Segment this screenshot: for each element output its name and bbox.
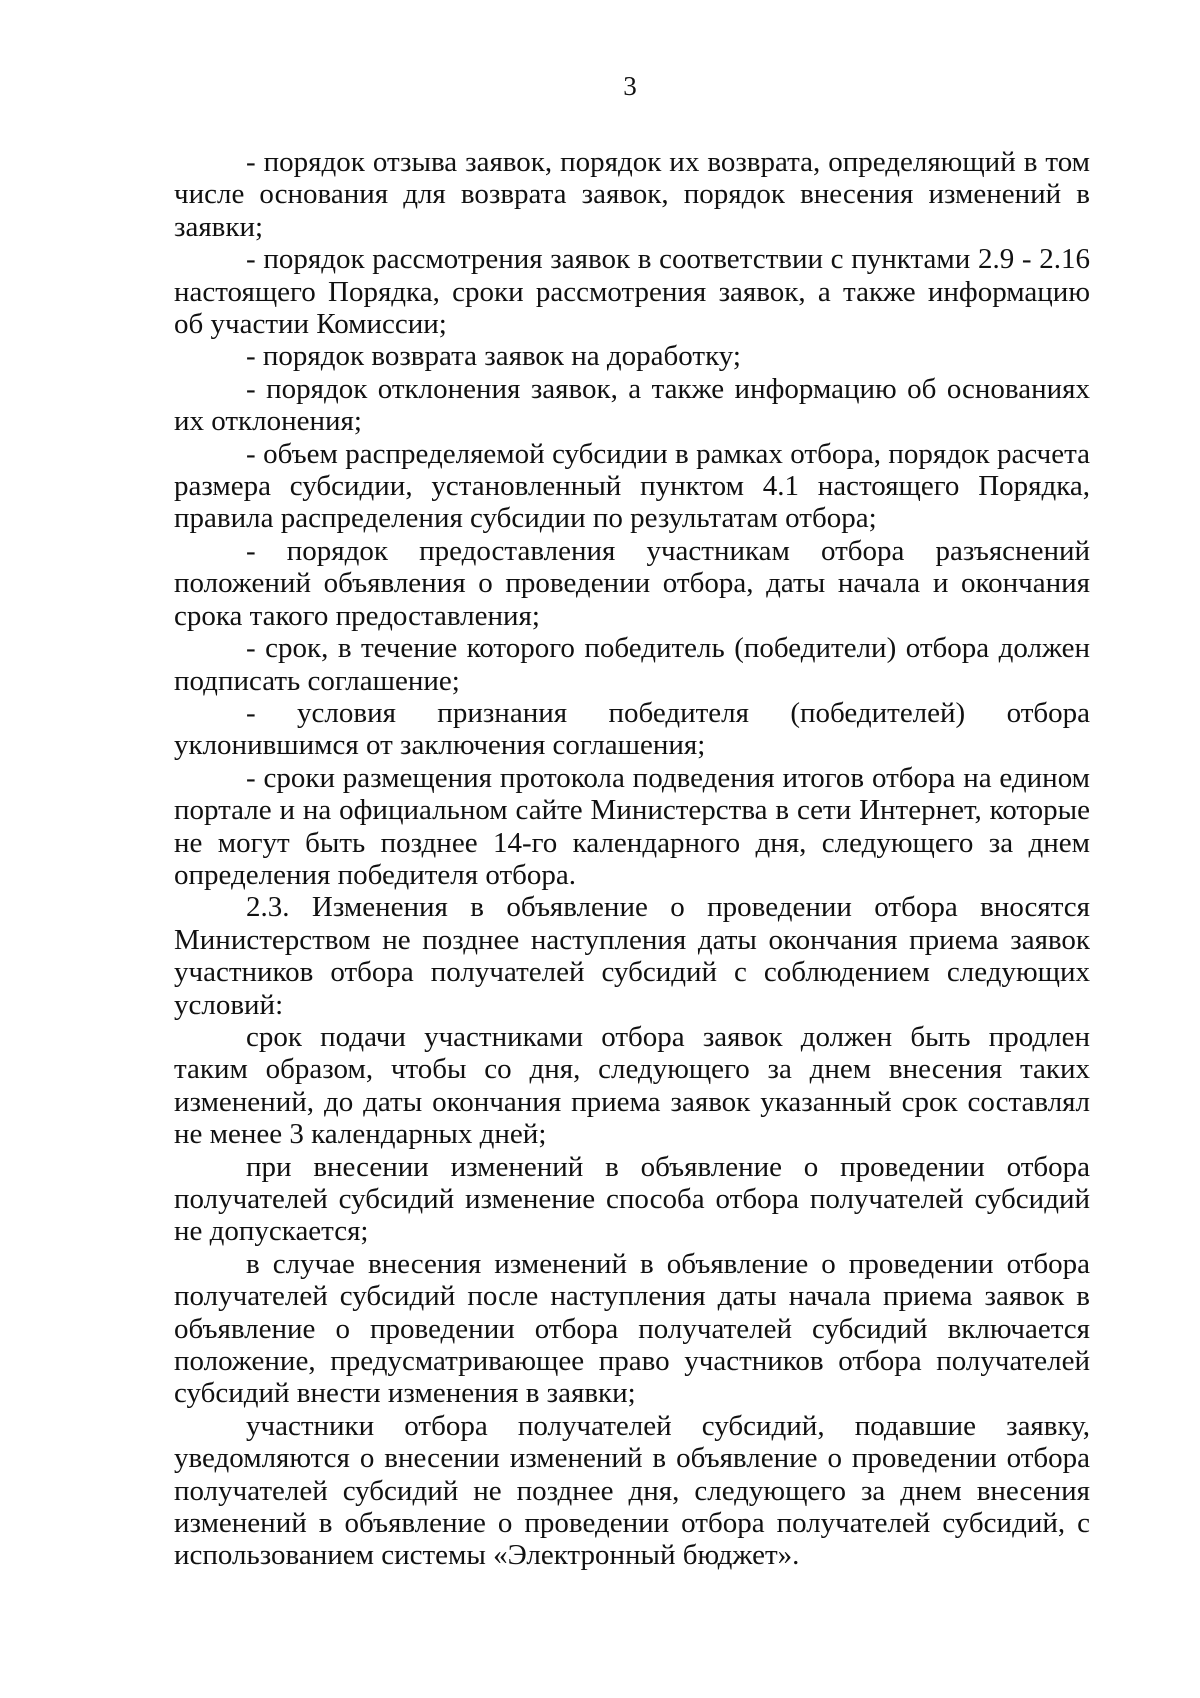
paragraph-subsidy-volume: - объем распределяемой субсидии в рамках отбора, порядок расчета размера субсидии, установленный пунктом 4.1 настоящего Порядка, правила распределения субсидии по результатам отбора; xyxy=(174,437,1090,535)
page-number: 3 xyxy=(623,71,637,101)
paragraph-return-for-revision: - порядок возврата заявок на доработку; xyxy=(246,340,741,373)
paragraph-protocol-placement: - сроки размещения протокола подведения итогов отбора на едином портале и на официальном сайте Министерства в сети Интернет, которые не могут быть позднее 14-го календарного дня, следующего за днем определения победителя отбора. xyxy=(174,761,1090,891)
paragraph-evasion-conditions: - условия признания победителя (победителей) отбора уклонившимся от заключения соглашения; xyxy=(174,696,1090,762)
paragraph-section-2-3: 2.3. Изменения в объявление о проведении отбора вносятся Министерством не позднее наступления даты окончания приема заявок участников отбора получателей субсидий с соблюдением следующих условий: xyxy=(174,891,1090,1021)
paragraph-participant-notification: участники отбора получателей субсидий, подавшие заявку, уведомляются о внесении изменений в объявление о проведении отбора получателей субсидий не позднее дня, следующего за днем внесения изменений в объявление о проведении отбора получателей субсидий, с использованием системы «Электронный бюджет». xyxy=(174,1409,1090,1572)
paragraph-deadline-extension: срок подачи участниками отбора заявок должен быть продлен таким образом, чтобы со дня, следующего за днем внесения таких изменений, до даты окончания приема заявок указанный срок составлял не менее 3 календарных дней; xyxy=(174,1020,1090,1151)
paragraph-agreement-term: - срок, в течение которого победитель (победители) отбора должен подписать соглашение; xyxy=(174,632,1090,697)
paragraph-method-change: при внесении изменений в объявление о проведении отбора получателей субсидий изменение способа отбора получателей субсидий не допускается; xyxy=(174,1150,1090,1248)
paragraph-clarifications: - порядок предоставления участникам отбора разъяснений положений объявления о проведении отбора, даты начала и окончания срока такого предоставления; xyxy=(174,534,1090,632)
paragraph-rejection-procedure: - порядок отклонения заявок, а также информацию об основаниях их отклонения; xyxy=(174,372,1090,438)
paragraph-changes-after-start: в случае внесения изменений в объявление о проведении отбора получателей субсидий после наступления даты начала приема заявок в объявление о проведении отбора получателей субсидий включается положение, предусматривающее право участников отбора получателей субсидий внести изменения в заявки; xyxy=(174,1247,1090,1410)
document-body xyxy=(174,146,1090,1572)
paragraph-withdrawal-procedure: - порядок отзыва заявок, порядок их возврата, определяющий в том числе основания для возврата заявок, порядок внесения изменений в заявки; xyxy=(174,146,1090,243)
paragraph-review-procedure: - порядок рассмотрения заявок в соответствии с пунктами 2.9 - 2.16 настоящего Порядка, сроки рассмотрения заявок, а также информацию об участии Комиссии; xyxy=(174,243,1090,341)
